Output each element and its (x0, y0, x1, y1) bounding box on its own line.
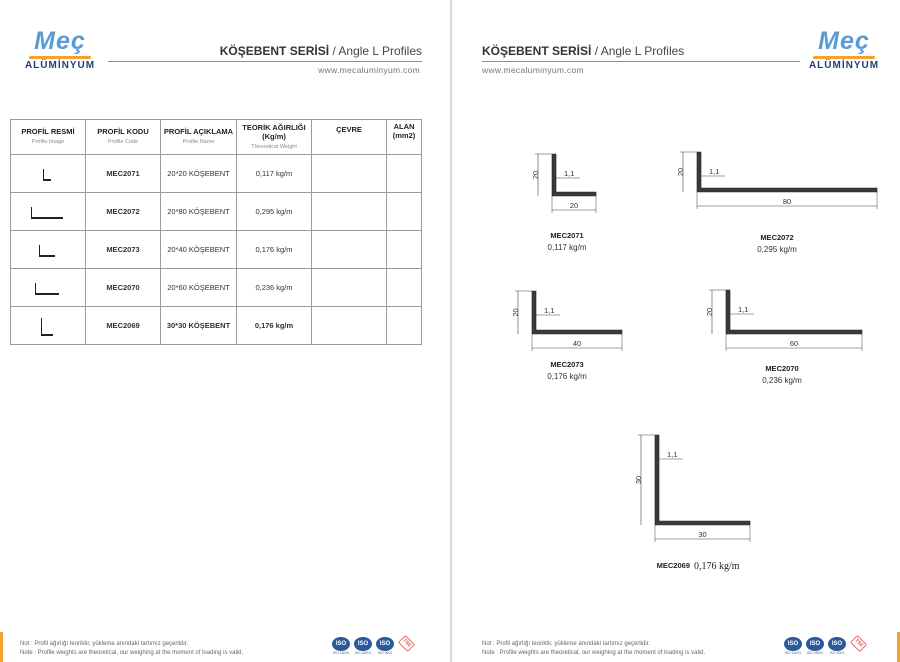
table-row (11, 231, 422, 269)
table-row (11, 193, 422, 231)
profile-image (11, 155, 86, 193)
iso-45001-icon: ISO ISO 45001 (806, 637, 824, 656)
profile-desc: 20*80 KÖŞEBENT (161, 193, 237, 231)
height-dim-label: 20 (531, 170, 540, 180)
profile-image (11, 307, 86, 345)
profile-area (387, 193, 422, 231)
footer-note-right: Not : Profil ağırlığı teoriktir, yükleme anındaki tartımız geçerlidir. Note : Profile weights are theoretical, our weighing at the moment of loading is valid. (482, 641, 706, 656)
drawing-code: MEC2073 (550, 360, 584, 369)
col-profile-name: PROFİL AÇIKLAMA Profile Name (161, 120, 237, 155)
profile-desc: 20*20 KÖŞEBENT (161, 155, 237, 193)
tse-icon: TSE (398, 637, 416, 650)
angle-profile-icon (35, 281, 61, 295)
profile-perimeter (312, 269, 387, 307)
website-url-right: www.mecaluminyum.com (482, 65, 584, 75)
profile-image (11, 231, 86, 269)
thickness-dim-label: 1,1 (709, 167, 720, 176)
thickness-dim-label: 1,1 (564, 169, 575, 178)
height-dim-label: 30 (634, 475, 643, 485)
drawing-weight: 0,236 kg/m (762, 376, 802, 385)
angle-profile-icon (43, 167, 53, 181)
thickness-dim-label: 1,1 (544, 306, 555, 315)
thickness-dim-label: 1,1 (667, 450, 678, 459)
profile-code: MEC2073 (86, 231, 161, 269)
profile-perimeter (312, 231, 387, 269)
drawing-weight: 0,295 kg/m (757, 245, 797, 254)
profile-image (11, 193, 86, 231)
profile-code: MEC2071 (86, 155, 161, 193)
iso-14001-icon: ISO ISO 14001 (784, 637, 802, 656)
profile-drawings (452, 0, 900, 662)
brand-logo-right: Meç ALÜMİNYUM (808, 27, 880, 71)
angle-profile-icon (39, 243, 57, 257)
height-dim-label: 20 (705, 307, 714, 317)
profile-area (387, 231, 422, 269)
page-title (220, 44, 422, 58)
tse-icon: TSE (850, 637, 868, 650)
width-dim-label: 40 (572, 339, 582, 348)
profile-code: MEC2072 (86, 193, 161, 231)
col-profile-code: PROFİL KODU Profile Code (86, 120, 161, 155)
brand-name: Meç (34, 27, 86, 55)
col-perimeter: ÇEVRE (312, 120, 387, 155)
width-dim-label: 60 (789, 339, 799, 348)
width-dim-label: 30 (698, 530, 707, 539)
drawing-weight: 0,176 kg/m (547, 372, 587, 381)
col-profile-image: PROFİL RESMİ Profile Image (11, 120, 86, 155)
angle-profile-shape (655, 435, 750, 525)
iso-14001-icon: ISO ISO 14001 (332, 637, 350, 656)
iso-9001-icon: ISO ISO 9001 (376, 637, 394, 656)
col-weight: TEORİK AĞIRLIĞI (Kg/m) Theoretical Weight (237, 120, 312, 155)
drawing-mec2069 (634, 435, 750, 572)
profile-weight: 0,176 kg/m (237, 231, 312, 269)
drawing-code: MEC2070 (765, 364, 799, 373)
right-page (452, 0, 900, 662)
profile-image (11, 269, 86, 307)
angle-profile-shape (697, 152, 877, 192)
profile-desc: 20*60 KÖŞEBENT (161, 269, 237, 307)
profile-weight: 0,117 kg/m (237, 155, 312, 193)
height-dim-label: 20 (511, 308, 520, 317)
profile-weight: 0,295 kg/m (237, 193, 312, 231)
profile-area (387, 307, 422, 345)
brand-logo (20, 28, 100, 71)
drawing-mec2073 (511, 291, 622, 381)
website-url: www.mecaluminyum.com (318, 65, 420, 75)
profiles-table (10, 119, 422, 345)
width-dim-label: 20 (569, 201, 579, 210)
col-area: ALAN (mm2) (387, 120, 422, 155)
profile-desc: 30*30 KÖŞEBENT (161, 307, 237, 345)
title-rest: / Angle L Profiles (332, 44, 422, 58)
table-header-row (11, 120, 422, 155)
left-edge-mark (0, 632, 3, 662)
profile-weight: 0,176 kg/m (237, 307, 312, 345)
drawing-weight: 0,176 kg/m (694, 561, 740, 572)
iso-9001-icon: ISO ISO 9001 (828, 637, 846, 656)
table-row (11, 307, 422, 345)
profile-perimeter (312, 193, 387, 231)
page-title-right: KÖŞEBENT SERİSİ / Angle L Profiles (482, 44, 685, 58)
drawing-mec2071 (531, 154, 596, 252)
drawing-weight: 0,117 kg/m (547, 243, 587, 252)
profile-weight: 0,236 kg/m (237, 269, 312, 307)
header-rule (108, 61, 422, 62)
profile-code: MEC2069 (86, 307, 161, 345)
drawing-code: MEC2071 (550, 231, 584, 240)
width-dim-label: 80 (782, 197, 792, 206)
profile-area (387, 155, 422, 193)
drawing-mec2072 (676, 152, 877, 254)
logo-swoosh (29, 56, 91, 59)
profile-area (387, 269, 422, 307)
height-dim-label: 20 (676, 167, 685, 177)
iso-45001-icon: ISO ISO 45001 (354, 637, 372, 656)
drawing-code: MEC2072 (760, 233, 794, 242)
profile-code: MEC2070 (86, 269, 161, 307)
profile-perimeter (312, 155, 387, 193)
thickness-dim-label: 1,1 (738, 305, 749, 314)
drawing-mec2070 (705, 290, 862, 385)
brand-sub: ALÜMİNYUM (24, 60, 96, 71)
profile-perimeter (312, 307, 387, 345)
table-row (11, 155, 422, 193)
drawing-code: MEC2069 (656, 561, 690, 570)
angle-profile-icon (41, 316, 55, 336)
profile-desc: 20*40 KÖŞEBENT (161, 231, 237, 269)
angle-profile-icon (31, 205, 65, 219)
footer-note: Not : Profil ağırlığı teoriktir, yükleme anındaki tartımız geçerlidir. Note : Profile weights are theoretical, our weighing at the moment of loading is valid. (20, 641, 244, 656)
title-bold: KÖŞEBENT SERİSİ (219, 44, 330, 58)
table-row (11, 269, 422, 307)
